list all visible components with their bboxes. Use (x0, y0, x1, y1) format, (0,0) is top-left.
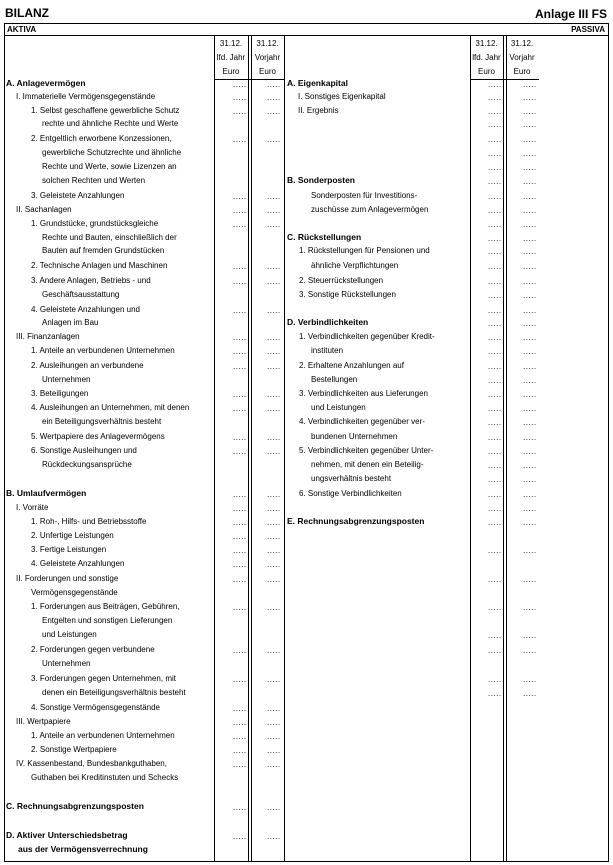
passiva-value-current: ..... (488, 689, 502, 698)
passiva-item: zuschüsse zum Anlagevermögen (311, 205, 429, 214)
passiva-value-current: ..... (488, 135, 502, 144)
passiva-value-prior: ..... (523, 206, 537, 215)
aktiva-value-prior: ..... (267, 447, 281, 456)
passiva-item: nehmen, mit denen ein Beteilig- (311, 460, 424, 469)
passiva-value-current: ..... (488, 631, 502, 640)
aktiva-item: gewerbliche Schutzrechte und ähnliche (42, 148, 182, 157)
passiva-item: ungsverhältnis besteht (311, 474, 392, 483)
aktiva-prior-head: 31.12. Vorjahr Euro (254, 39, 281, 76)
passiva-value-current: ..... (488, 461, 502, 470)
passiva-col-line-2 (503, 35, 504, 862)
passiva-value-prior: ..... (523, 689, 537, 698)
aktiva-item: 1. Roh-, Hilfs- und Betriebsstoffe (31, 517, 147, 526)
passiva-value-prior: ..... (523, 546, 537, 555)
passiva-item: ähnliche Verpflichtungen (311, 261, 399, 270)
passiva-prior-head: 31.12. Vorjahr Euro (509, 39, 535, 76)
aktiva-value-current: ..... (233, 390, 247, 399)
aktiva-item: 1. Forderungen aus Beiträgen, Gebühren, (31, 602, 180, 611)
aktiva-item: 3. Forderungen gegen Unternehmen, mit (31, 674, 176, 683)
aktiva-item: 4. Geleistete Anzahlungen und (31, 305, 140, 314)
aktiva-value-current: ..... (233, 560, 247, 569)
passiva-item: 4. Verbindlichkeiten gegenüber ver- (299, 417, 425, 426)
passiva-value-current: ..... (488, 646, 502, 655)
aktiva-value-prior: ..... (267, 135, 281, 144)
passiva-value-prior: ..... (523, 461, 537, 470)
aktiva-value-current: ..... (233, 732, 247, 741)
aktiva-value-current: ..... (233, 546, 247, 555)
aktiva-item: Bauten auf fremden Grundstücken (42, 246, 165, 255)
passiva-item: 2. Steuerrückstellungen (299, 276, 384, 285)
aktiva-value-prior: ..... (267, 347, 281, 356)
passiva-item: Sonderposten für Investitions- (311, 191, 418, 200)
passiva-value-current: ..... (488, 333, 502, 342)
anlage-label: Anlage III FS (534, 7, 607, 21)
aktiva-item: Unternehmen (42, 375, 91, 384)
aktiva-value-current: ..... (233, 333, 247, 342)
aktiva-item: 1. Selbst geschaffene gewerbliche Schutz (31, 106, 180, 115)
passiva-value-current: ..... (488, 163, 502, 172)
aktiva-item: B. Umlaufvermögen (6, 488, 87, 498)
page-title: BILANZ (5, 6, 49, 20)
passiva-item: D. Verbindlichkeiten (287, 317, 369, 327)
passiva-value-current: ..... (488, 518, 502, 527)
passiva-value-current: ..... (488, 603, 502, 612)
aktiva-value-current: ..... (233, 433, 247, 442)
passiva-value-prior: ..... (523, 504, 537, 513)
aktiva-col-line-1 (214, 35, 215, 862)
aktiva-item: Entgelten und sonstigen Lieferungen (42, 616, 173, 625)
passiva-value-current: ..... (488, 347, 502, 356)
passiva-value-prior: ..... (523, 404, 537, 413)
passiva-value-current: ..... (488, 362, 502, 371)
aktiva-value-prior: ..... (267, 803, 281, 812)
aktiva-value-prior: ..... (267, 675, 281, 684)
passiva-value-prior: ..... (523, 433, 537, 442)
aktiva-item: Rechte und Werte, sowie Lizenzen an (42, 162, 177, 171)
passiva-value-prior: ..... (523, 603, 537, 612)
passiva-value-current: ..... (488, 93, 502, 102)
aktiva-value-current: ..... (233, 404, 247, 413)
passiva-value-current: ..... (488, 262, 502, 271)
aktiva-value-current: ..... (233, 718, 247, 727)
passiva-value-current: ..... (488, 80, 502, 89)
passiva-value-prior: ..... (523, 362, 537, 371)
passiva-value-prior: ..... (523, 575, 537, 584)
aktiva-value-current: ..... (233, 532, 247, 541)
aktiva-value-current: ..... (233, 93, 247, 102)
aktiva-value-prior: ..... (267, 404, 281, 413)
aktiva-value-current: ..... (233, 107, 247, 116)
aktiva-item: ein Beteiligungsverhältnis besteht (42, 417, 162, 426)
aktiva-value-current: ..... (233, 262, 247, 271)
passiva-value-current: ..... (488, 504, 502, 513)
aktiva-value-prior: ..... (267, 832, 281, 841)
aktiva-value-current: ..... (233, 192, 247, 201)
passiva-value-prior: ..... (523, 306, 537, 315)
passiva-value-current: ..... (488, 107, 502, 116)
aktiva-value-prior: ..... (267, 220, 281, 229)
aktiva-item: rechte und ähnliche Rechte und Werte (42, 119, 179, 128)
aktiva-item: 3. Beteiligungen (31, 389, 89, 398)
aktiva-value-prior: ..... (267, 192, 281, 201)
passiva-value-current: ..... (488, 433, 502, 442)
passiva-value-prior: ..... (523, 120, 537, 129)
passiva-value-current: ..... (488, 319, 502, 328)
passiva-value-current: ..... (488, 404, 502, 413)
passiva-value-current: ..... (488, 247, 502, 256)
passiva-value-current: ..... (488, 277, 502, 286)
passiva-value-prior: ..... (523, 163, 537, 172)
aktiva-item: A. Anlagevermögen (6, 78, 86, 88)
aktiva-item: 2. Sonstige Wertpapiere (31, 745, 117, 754)
aktiva-item: Rückdeckungsansprüche (42, 460, 132, 469)
passiva-value-prior: ..... (523, 149, 537, 158)
aktiva-item: 2. Technische Anlagen und Maschinen (31, 261, 168, 270)
passiva-value-prior: ..... (523, 291, 537, 300)
aktiva-item: 2. Ausleihungen an verbundene (31, 361, 144, 370)
passiva-value-current: ..... (488, 234, 502, 243)
aktiva-value-prior: ..... (267, 362, 281, 371)
aktiva-value-prior: ..... (267, 718, 281, 727)
passiva-value-current: ..... (488, 376, 502, 385)
passiva-value-current: ..... (488, 447, 502, 456)
passiva-col-line-3 (506, 35, 507, 862)
passiva-value-current: ..... (488, 177, 502, 186)
passiva-value-prior: ..... (523, 277, 537, 286)
aktiva-value-current: ..... (233, 306, 247, 315)
passiva-current-head: 31.12. lfd. Jahr Euro (472, 39, 501, 76)
passiva-value-prior: ..... (523, 646, 537, 655)
passiva-item: 3. Verbindlichkeiten aus Lieferungen (299, 389, 428, 398)
aktiva-value-current: ..... (233, 277, 247, 286)
passiva-value-prior: ..... (523, 390, 537, 399)
aktiva-col-line-3 (251, 35, 252, 862)
aktiva-item: 4. Geleistete Anzahlungen (31, 559, 125, 568)
passiva-value-prior: ..... (523, 347, 537, 356)
passiva-value-prior: ..... (523, 80, 537, 89)
aktiva-item: II. Sachanlagen (16, 205, 72, 214)
aktiva-item: D. Aktiver Unterschiedsbetrag (6, 830, 128, 840)
passiva-value-prior: ..... (523, 234, 537, 243)
passiva-value-prior: ..... (523, 447, 537, 456)
aktiva-item: und Leistungen (42, 630, 97, 639)
aktiva-value-current: ..... (233, 504, 247, 513)
passiva-value-current: ..... (488, 418, 502, 427)
passiva-value-current: ..... (488, 306, 502, 315)
passiva-value-prior: ..... (523, 333, 537, 342)
passiva-item: 3. Sonstige Rückstellungen (299, 290, 396, 299)
passiva-value-current: ..... (488, 120, 502, 129)
aktiva-col-line-2 (248, 35, 249, 862)
passiva-item: 1. Rückstellungen für Pensionen und (299, 246, 430, 255)
aktiva-item: 2. Unfertige Leistungen (31, 531, 114, 540)
passiva-value-prior: ..... (523, 247, 537, 256)
aktiva-header: AKTIVA (7, 25, 37, 34)
aktiva-value-prior: ..... (267, 107, 281, 116)
aktiva-value-current: ..... (233, 518, 247, 527)
aktiva-item: III. Finanzanlagen (16, 332, 80, 341)
passiva-value-prior: ..... (523, 177, 537, 186)
aktiva-value-prior: ..... (267, 560, 281, 569)
passiva-value-prior: ..... (523, 93, 537, 102)
passiva-value-current: ..... (488, 390, 502, 399)
aktiva-value-current: ..... (233, 447, 247, 456)
aktiva-item: II. Forderungen und sonstige (16, 574, 119, 583)
aktiva-value-prior: ..... (267, 704, 281, 713)
passiva-item: bundenen Unternehmen (311, 432, 398, 441)
aktiva-item: 6. Sonstige Ausleihungen und (31, 446, 137, 455)
passiva-item: B. Sonderposten (287, 175, 356, 185)
passiva-value-prior: ..... (523, 262, 537, 271)
aktiva-value-prior: ..... (267, 532, 281, 541)
passiva-item: instituten (311, 346, 344, 355)
aktiva-item: IV. Kassenbestand, Bundesbankguthaben, (16, 759, 167, 768)
aktiva-value-prior: ..... (267, 732, 281, 741)
aktiva-value-prior: ..... (267, 646, 281, 655)
passiva-value-current: ..... (488, 220, 502, 229)
passiva-value-current: ..... (488, 575, 502, 584)
aktiva-value-current: ..... (233, 347, 247, 356)
aktiva-col-line-4 (284, 35, 285, 862)
aktiva-item: Vermögensgegenstände (31, 588, 118, 597)
aktiva-item: 1. Grundstücke, grundstücksgleiche (31, 219, 159, 228)
passiva-value-current: ..... (488, 192, 502, 201)
passiva-item: 5. Verbindlichkeiten gegenüber Unter- (299, 446, 434, 455)
passiva-value-prior: ..... (523, 631, 537, 640)
passiva-item: A. Eigenkapital (287, 78, 348, 88)
passiva-header: PASSIVA (571, 25, 605, 34)
aktiva-current-head: 31.12. lfd. Jahr Euro (216, 39, 246, 76)
aktiva-value-current: ..... (233, 362, 247, 371)
passiva-item: 2. Erhaltene Anzahlungen auf (299, 361, 404, 370)
aktiva-value-current: ..... (233, 704, 247, 713)
aktiva-value-prior: ..... (267, 760, 281, 769)
aktiva-item: C. Rechnungsabgrenzungsposten (6, 801, 144, 811)
aktiva-item: 3. Andere Anlagen, Betriebs - und (31, 276, 151, 285)
aktiva-value-prior: ..... (267, 206, 281, 215)
aktiva-value-prior: ..... (267, 390, 281, 399)
aktiva-item: I. Immaterielle Vermögensgegenstände (16, 92, 156, 101)
passiva-item: I. Sonstiges Eigenkapital (298, 92, 386, 101)
aktiva-value-prior: ..... (267, 262, 281, 271)
aktiva-item: Unternehmen (42, 659, 91, 668)
aktiva-value-current: ..... (233, 803, 247, 812)
aktiva-value-prior: ..... (267, 504, 281, 513)
aktiva-value-prior: ..... (267, 603, 281, 612)
aktiva-value-current: ..... (233, 575, 247, 584)
aktiva-value-current: ..... (233, 490, 247, 499)
passiva-value-current: ..... (488, 546, 502, 555)
passiva-value-current: ..... (488, 149, 502, 158)
aktiva-value-current: ..... (233, 603, 247, 612)
passiva-value-prior: ..... (523, 135, 537, 144)
aktiva-item: solchen Rechten und Werten (42, 176, 146, 185)
aktiva-item: 3. Fertige Leistungen (31, 545, 107, 554)
passiva-item: 6. Sonstige Verbindlichkeiten (299, 489, 402, 498)
passiva-item: C. Rückstellungen (287, 232, 362, 242)
aktiva-item: 5. Wertpapiere des Anlagevermögens (31, 432, 165, 441)
passiva-value-prior: ..... (523, 518, 537, 527)
aktiva-item: 4. Sonstige Vermögensgegenstände (31, 703, 160, 712)
aktiva-value-prior: ..... (267, 490, 281, 499)
passiva-value-current: ..... (488, 475, 502, 484)
aktiva-value-current: ..... (233, 675, 247, 684)
passiva-value-prior: ..... (523, 376, 537, 385)
passiva-value-current: ..... (488, 490, 502, 499)
aktiva-item: 4. Ausleihungen an Unternehmen, mit denen (31, 403, 190, 412)
passiva-value-prior: ..... (523, 675, 537, 684)
aktiva-value-current: ..... (233, 135, 247, 144)
aktiva-item: Geschäftsausstattung (42, 290, 120, 299)
aktiva-item: 2. Forderungen gegen verbundene (31, 645, 155, 654)
aktiva-value-prior: ..... (267, 433, 281, 442)
passiva-value-prior: ..... (523, 490, 537, 499)
aktiva-value-prior: ..... (267, 546, 281, 555)
aktiva-value-current: ..... (233, 206, 247, 215)
aktiva-value-prior: ..... (267, 277, 281, 286)
aktiva-item: I. Vorräte (16, 503, 49, 512)
passiva-col-line-1 (470, 35, 471, 862)
passiva-value-current: ..... (488, 206, 502, 215)
passiva-value-prior: ..... (523, 220, 537, 229)
header-divider (4, 35, 609, 36)
passiva-value-prior: ..... (523, 475, 537, 484)
aktiva-value-prior: ..... (267, 80, 281, 89)
passiva-value-current: ..... (488, 675, 502, 684)
aktiva-item: denen ein Beteiligungsverhältnis besteht (42, 688, 186, 697)
aktiva-value-current: ..... (233, 832, 247, 841)
aktiva-value-prior: ..... (267, 518, 281, 527)
passiva-value-prior: ..... (523, 107, 537, 116)
passiva-item: E. Rechnungsabgrenzungsposten (287, 516, 425, 526)
aktiva-value-prior: ..... (267, 93, 281, 102)
passiva-value-current: ..... (488, 291, 502, 300)
aktiva-item: 1. Anteile an verbundenen Unternehmen (31, 346, 175, 355)
aktiva-value-current: ..... (233, 80, 247, 89)
aktiva-item: Anlagen im Bau (42, 318, 99, 327)
aktiva-item: aus der Vermögensverrechnung (18, 844, 148, 854)
passiva-item: und Leistungen (311, 403, 366, 412)
aktiva-value-current: ..... (233, 760, 247, 769)
aktiva-value-prior: ..... (267, 575, 281, 584)
aktiva-value-current: ..... (233, 646, 247, 655)
aktiva-value-prior: ..... (267, 746, 281, 755)
aktiva-item: Guthaben bei Kreditinstuten und Schecks (31, 773, 179, 782)
aktiva-value-prior: ..... (267, 306, 281, 315)
passiva-value-prior: ..... (523, 319, 537, 328)
passiva-item: II. Ergebnis (298, 106, 339, 115)
passiva-item: Bestellungen (311, 375, 358, 384)
aktiva-item: III. Wertpapiere (16, 717, 71, 726)
aktiva-value-prior: ..... (267, 333, 281, 342)
passiva-value-prior: ..... (523, 418, 537, 427)
aktiva-item: 1. Anteile an verbundenen Unternehmen (31, 731, 175, 740)
aktiva-item: Rechte und Bauten, einschließlich der (42, 233, 177, 242)
passiva-value-prior: ..... (523, 192, 537, 201)
aktiva-value-current: ..... (233, 746, 247, 755)
passiva-item: 1. Verbindlichkeiten gegenüber Kredit- (299, 332, 435, 341)
aktiva-value-current: ..... (233, 220, 247, 229)
aktiva-item: 2. Entgeltlich erworbene Konzessionen, (31, 134, 172, 143)
aktiva-item: 3. Geleistete Anzahlungen (31, 191, 125, 200)
